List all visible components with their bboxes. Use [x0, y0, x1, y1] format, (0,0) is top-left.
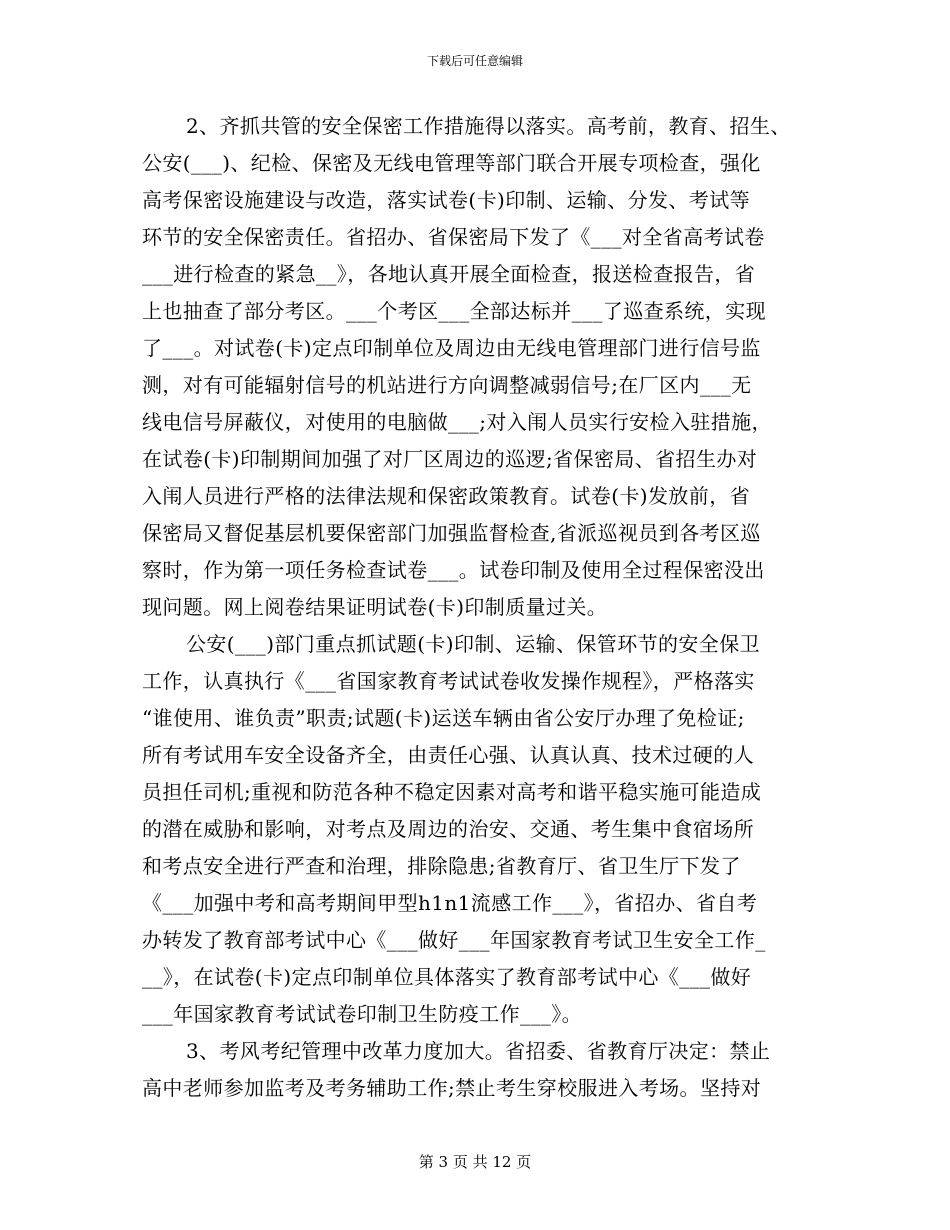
text-line: 员担任司机;重视和防范各种不稳定因素对高考和谐平稳实施可能造成: [142, 780, 762, 804]
text-line: 测，对有可能辐射信号的机站进行方向调整减弱信号;在厂区内___无: [142, 373, 752, 397]
text-line: 高考保密设施建设与改造，落实试卷(卡)印制、运输、分发、考试等: [142, 188, 751, 212]
page-number: 第 3 页 共 12 页: [418, 1153, 532, 1171]
text-line: ___进行检查的紧急__》，各地认真开展全面检查，报送检查报告，省: [142, 262, 756, 286]
text-line: 所有考试用车安全设备齐全，由责任心强、认真认真、技术过硬的人: [142, 743, 754, 767]
text-line: 入闱人员进行严格的法律法规和保密政策教育。试卷(卡)发放前，省: [142, 484, 751, 508]
text-line: 在试卷(卡)印制期间加强了对厂区周边的巡逻;省保密局、省招生办对: [142, 447, 758, 471]
text-line: 环节的安全保密责任。省招办、省保密局下发了《___对全省高考试卷: [142, 225, 765, 249]
text-line: 公安(___)、纪检、保密及无线电管理等部门联合开展专项检查，强化: [142, 151, 761, 175]
text-line: 高中老师参加监考及考务辅助工作;禁止考生穿校服进入考场。坚持对: [142, 1076, 762, 1100]
text-line: 公安(___)部门重点抓试题(卡)印制、运输、保管环节的安全保卫: [186, 632, 761, 656]
text-line: 了___。对试卷(卡)定点印制单位及周边由无线电管理部门进行信号监: [142, 336, 761, 360]
text-line: 上也抽查了部分考区。___个考区___全部达标并___了巡查系统，实现: [142, 299, 766, 323]
text-line: “谁使用、谁负责”职责;试题(卡)运送车辆由省公安厅办理了免检证;: [142, 706, 745, 730]
text-line: 的潜在威胁和影响，对考点及周边的治安、交通、考生集中食宿场所: [142, 817, 754, 841]
text-line: 察时，作为第一项任务检查试卷___。试卷印制及使用全过程保密没出: [142, 558, 765, 582]
text-line: 和考点安全进行严查和治理，排除隐患;省教育厅、省卫生厅下发了: [142, 854, 741, 878]
text-line: 2、齐抓共管的安全保密工作措施得以落实。高考前，教育、招生、: [186, 114, 791, 138]
text-line: ___年国家教育考试试卷印制卫生防疫工作___》。: [142, 1002, 582, 1026]
text-line: __》，在试卷(卡)定点印制单位具体落实了教育部考试中心《___做好: [142, 965, 752, 989]
text-line: 工作，认真执行《___省国家教育考试试卷收发操作规程》，严格落实: [142, 669, 755, 693]
text-line: 保密局又督促基层机要保密部门加强监督检查,省派巡视员到各考区巡: [142, 521, 761, 545]
page-header: 下载后可任意编辑: [426, 54, 523, 68]
text-line: 线电信号屏蔽仪，对使用的电脑做___;对入闱人员实行安检入驻措施，: [142, 410, 772, 434]
text-line: 现问题。网上阅卷结果证明试卷(卡)印制质量过关。: [142, 595, 608, 619]
text-line: 办转发了教育部考试中心《___做好___年国家教育考试卫生安全工作_: [142, 928, 766, 952]
text-line: 3、考风考纪管理中改革力度加大。省招委、省教育厅决定：禁止: [186, 1039, 771, 1063]
text-line: 《___加强中考和高考期间甲型h1n1流感工作___》，省招办、省自考: [142, 891, 758, 915]
